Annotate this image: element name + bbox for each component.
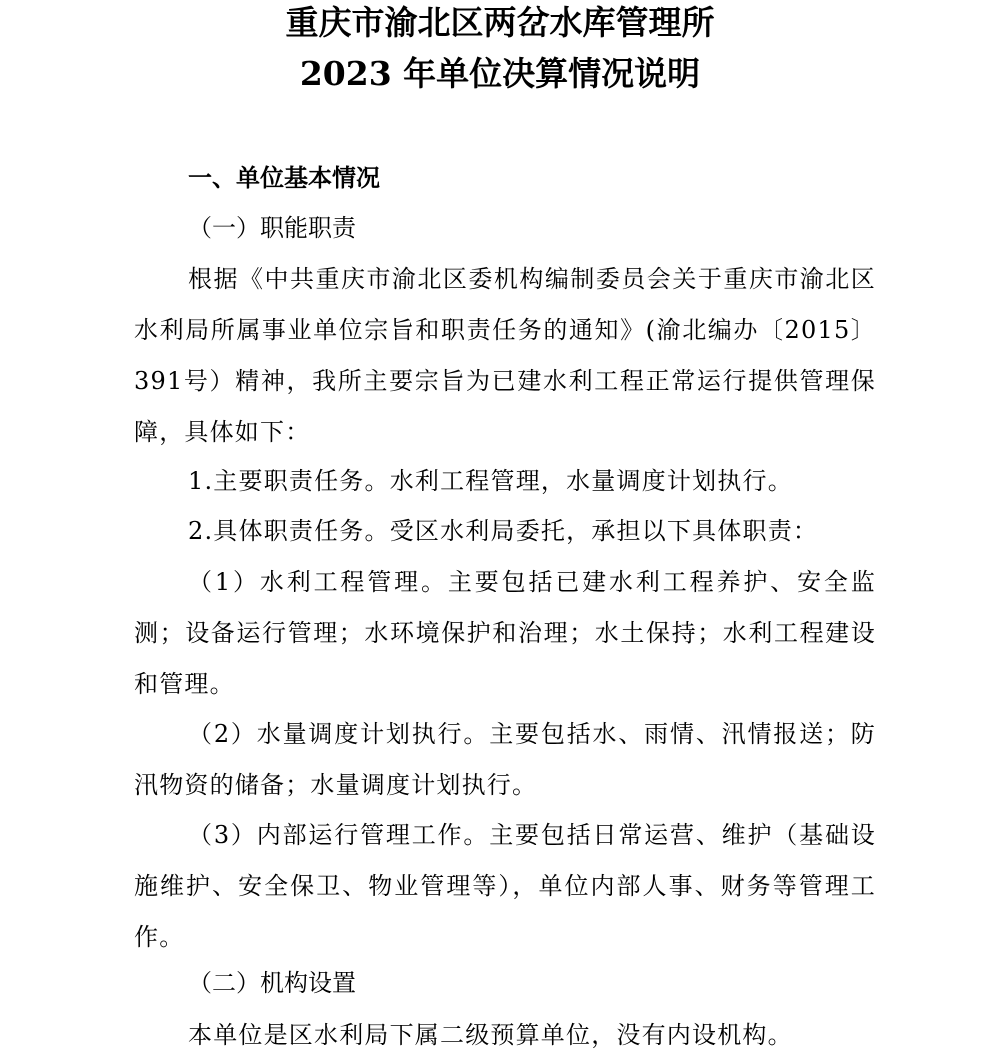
paragraph-organization: 本单位是区水利局下属二级预算单位，没有内设机构。 [188, 1021, 793, 1049]
paragraph-specific-duties: 2.具体职责任务。受区水利局委托，承担以下具体职责： [188, 517, 819, 545]
section-heading-basic-info: 一、单位基本情况 [188, 163, 380, 192]
subsection-heading-organization: （二）机构设置 [188, 969, 356, 997]
paragraph-item-1: （1）水利工程管理。主要包括已建水利工程养护、安全监测；设备运行管理；水环境保护和治理；水土保持；水利工程建设和管理。 [134, 568, 876, 698]
paragraph-item-2: （2）水量调度计划执行。主要包括水、雨情、汛情报送；防汛物资的储备；水量调度计划执行。 [134, 720, 876, 799]
paragraph-item-3: （3）内部运行管理工作。主要包括日常运营、维护（基础设施维护、安全保卫、物业管理等），单位内部人事、财务等管理工作。 [134, 821, 876, 951]
subsection-heading-functions: （一）职能职责 [188, 214, 356, 242]
paragraph-main-duties: 1.主要职责任务。水利工程管理，水量调度计划执行。 [188, 467, 793, 495]
document-title-line-1: 重庆市渝北区两岔水库管理所 [285, 3, 715, 42]
paragraph-basis: 根据《中共重庆市渝北区委机构编制委员会关于重庆市渝北区水利局所属事业单位宗旨和职责任务的通知》(渝北编办〔2015〕391号）精神，我所主要宗旨为已建水利工程正常运行提供管理保障，具体如下： [134, 265, 876, 446]
document-title-line-2: 2023 年单位决算情况说明 [299, 54, 701, 93]
